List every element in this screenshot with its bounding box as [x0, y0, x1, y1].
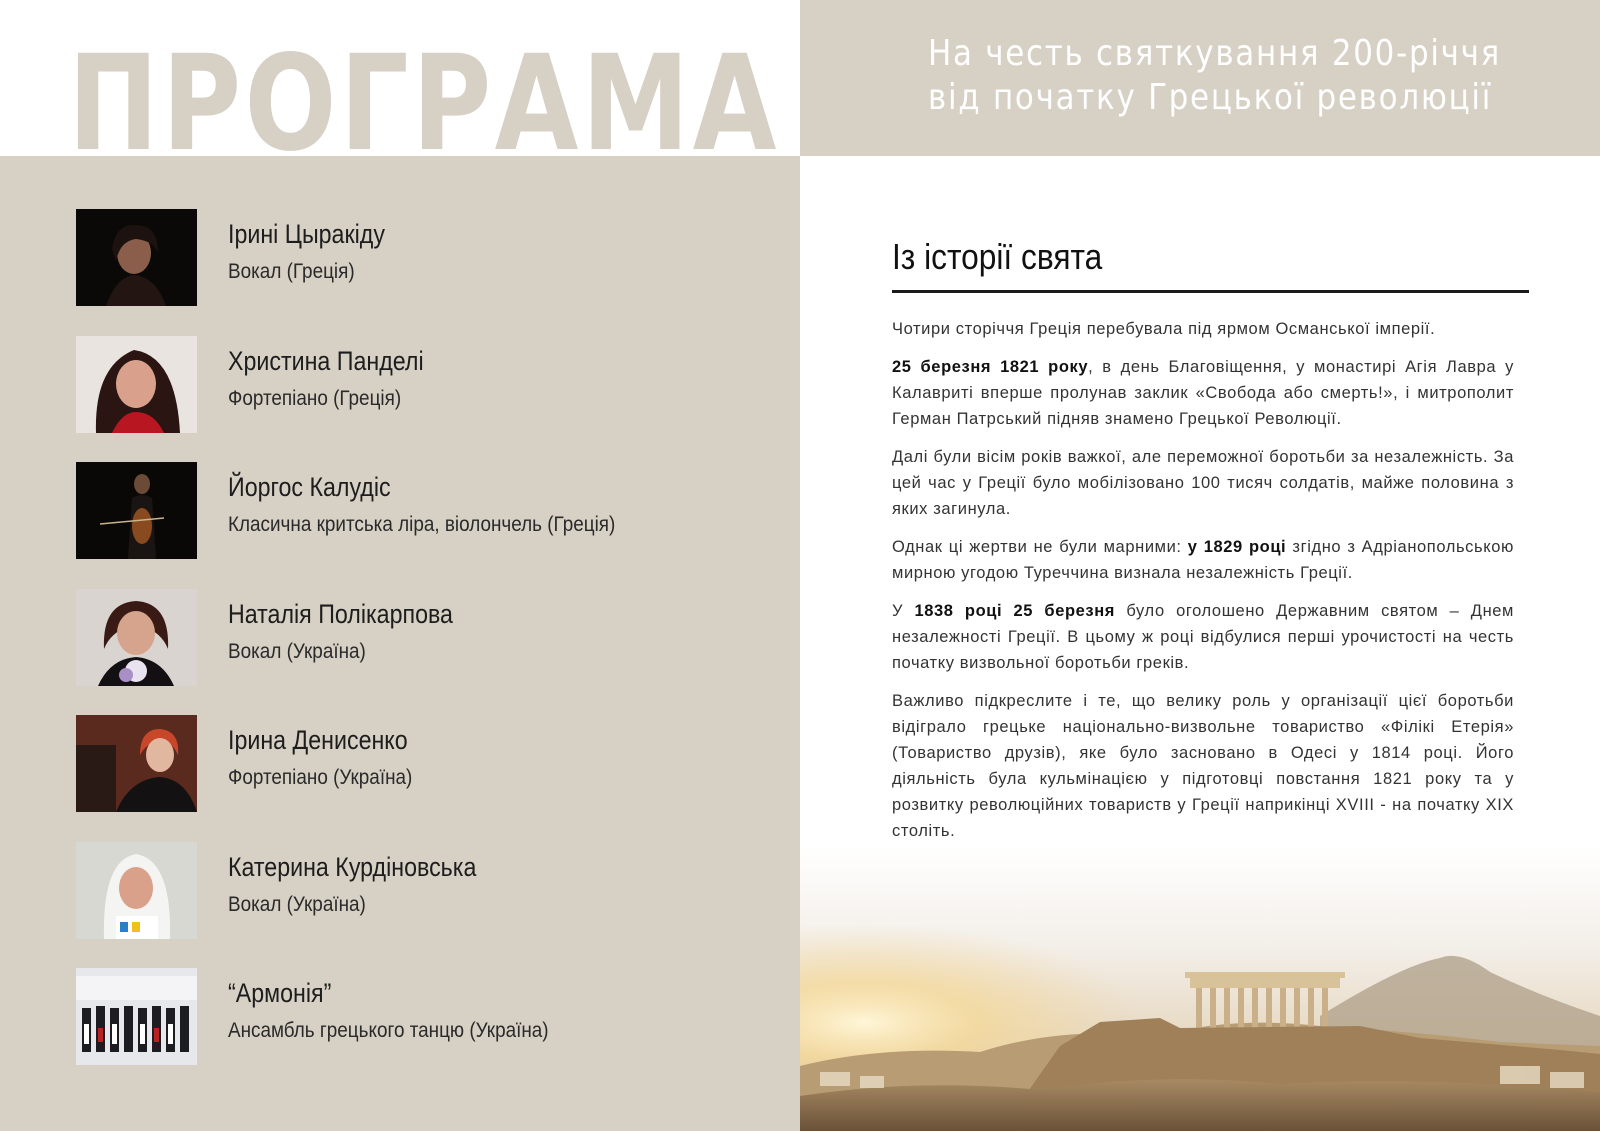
performer-card: [76, 968, 776, 1095]
performer-card: [76, 842, 776, 969]
history-paragraph: Важливо підкреслите і те, що велику роль у організації цієї боротьби відіграло грецьке національно-визвольне товариство «Філікі Етерія» (Товариство друзів), яке було засновано в Одесі у 1814 році. Його діяльність була кульмінацією у підготовці повстання 1821 року та у розвитку революційних товариств у Греції наприкінці XVIII - на початку XIX століть.: [892, 692, 1514, 840]
performer-name: “Армонія”: [228, 978, 332, 1008]
performer-photo: [76, 589, 197, 686]
performer-role: Вокал (Греція): [228, 260, 355, 283]
performer-role: Ансамбль грецького танцю (Україна): [228, 1019, 549, 1042]
history-paragraph: Чотири сторіччя Греція перебувала під ярмом Османської імперії.: [892, 320, 1436, 338]
performers-list: [76, 209, 776, 1095]
performer-name: Наталія Полікарпова: [228, 598, 453, 629]
performer-photo: [76, 462, 197, 559]
performer-card: [76, 462, 776, 589]
performer-card: [76, 336, 776, 463]
performer-name: Христина Панделі: [228, 345, 424, 376]
performer-role: Вокал (Україна): [228, 639, 366, 663]
event-subtitle: [928, 32, 1502, 120]
program-title: ПРОГРАМА: [68, 34, 780, 156]
history-panel: [800, 156, 1600, 1131]
performer-role: Фортепіано (Греція): [228, 386, 402, 410]
performer-photo: [76, 715, 197, 812]
subtitle-banner: [800, 0, 1600, 156]
subtitle-line-1: На честь святкування 200-річчя: [928, 33, 1502, 74]
performer-card: [76, 589, 776, 716]
history-paragraph: 25 березня 1821 року, в день Благовіщення, у монастирі Агія Лавра у Калавриті вперше пролунав заклик «Свобода або смерть!», і митрополит Герман Патрський підняв знамено Грецької Революції.: [892, 358, 1514, 428]
history-paragraph: Однак ці жертви не були марними: у 1829 році згідно з Адріанопольською мирною угодою Туреччина визнала незалежність Греції.: [892, 538, 1514, 582]
performer-role: Класична критська ліра, віолончель (Греція): [228, 513, 616, 536]
history-text: [892, 316, 1514, 856]
acropolis-image: [800, 846, 1600, 1131]
subtitle-line-2: від початку Грецької революції: [928, 77, 1493, 118]
performer-card: [76, 209, 776, 336]
performer-role: Вокал (Україна): [228, 892, 366, 916]
performer-photo: [76, 209, 197, 306]
performer-photo: [76, 842, 197, 939]
performer-photo: [76, 336, 197, 433]
performer-name: Ірина Денисенко: [228, 725, 408, 755]
performer-role: Фортепіано (Україна): [228, 766, 413, 789]
performer-name: Йоргос Калудіс: [228, 472, 391, 502]
title-divider: [892, 290, 1529, 293]
history-paragraph: Далі були вісім років важкої, але переможної боротьби за незалежність. За цей час у Греції було мобілізовано 100 тисяч солдатів, майже половина з яких загинула.: [892, 448, 1514, 518]
performer-name: Катерина Курдіновська: [228, 851, 477, 882]
performer-photo: [76, 968, 197, 1065]
history-title: Із історії свята: [892, 236, 1103, 277]
history-paragraph: У 1838 році 25 березня було оголошено Державним святом – Днем незалежності Греції. В цьому ж році відбулися перші урочистості на честь початку визвольної боротьби греків.: [892, 602, 1514, 672]
performer-name: Ірині Цыракіду: [228, 219, 385, 249]
performer-card: [76, 715, 776, 842]
